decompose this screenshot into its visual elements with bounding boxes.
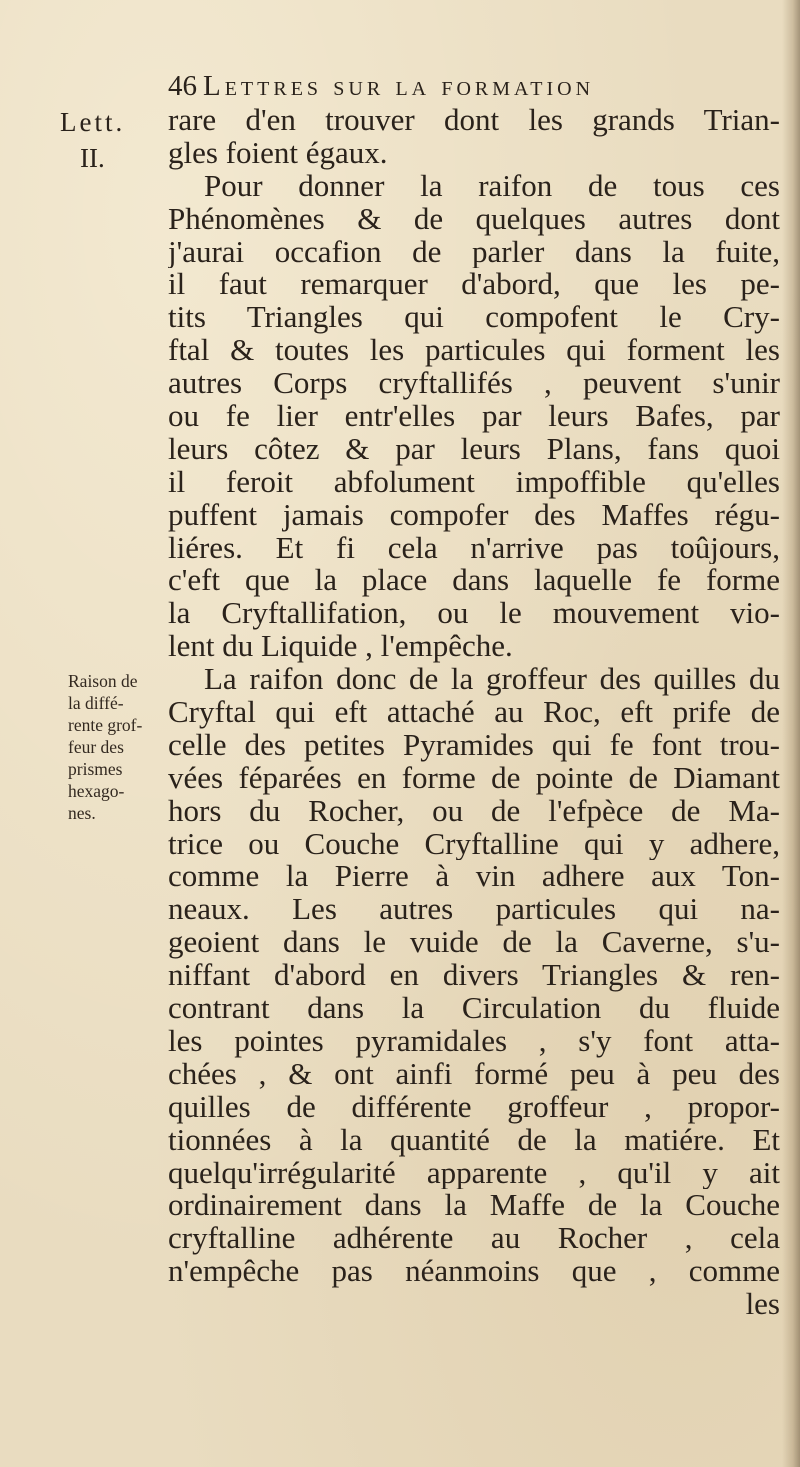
margin-note-line: Raison de xyxy=(68,671,138,691)
text-line: la Cryftallifation, ou le mouvement vio- xyxy=(168,597,780,631)
text-line: les pointes pyramidales , s'y font atta- xyxy=(168,1024,780,1058)
text-line: Pour donner la raifon de tous ces xyxy=(204,169,780,203)
text-line: tionnées à la quantité de la matiére. Et xyxy=(168,1123,780,1157)
text-line: quelqu'irrégularité apparente , qu'il y ait xyxy=(168,1156,780,1190)
letter-label: Lett. xyxy=(60,107,126,137)
margin-note xyxy=(68,670,172,824)
running-title: Lettres sur la formation xyxy=(203,70,595,102)
margin-note-line: la diffé- xyxy=(68,693,124,713)
text-line: vées féparées en forme de pointe de Diamant xyxy=(168,761,780,795)
text-line: Phénomènes & de quelques autres dont xyxy=(168,202,780,236)
text-line: contrant dans la Circulation du fluide xyxy=(168,992,780,1025)
text-line: gles foient égaux. xyxy=(168,136,388,170)
page-spine-shadow xyxy=(782,0,800,1467)
text-line: chées , & ont ainfi formé peu à peu des xyxy=(168,1057,780,1091)
margin-note-line: nes. xyxy=(68,803,96,823)
page-number: 46 xyxy=(168,70,197,102)
catchword: les xyxy=(745,1288,780,1321)
text-line: hors du Rocher, ou de l'efpèce de Ma- xyxy=(168,794,780,828)
margin-note-line: hexago- xyxy=(68,781,125,801)
text-line: lent du Liquide , l'empêche. xyxy=(168,630,513,664)
text-line: autres Corps cryftallifés , peuvent s'unir xyxy=(168,367,780,401)
text-line: liéres. Et fi cela n'arrive pas toûjours, xyxy=(168,531,780,565)
text-line: ftal & toutes les particules qui forment les xyxy=(168,334,780,368)
text-line: n'empêche pas néanmoins que , comme xyxy=(168,1255,780,1289)
text-line: il faut remarquer d'abord, que les pe- xyxy=(168,268,780,302)
letter-marker xyxy=(60,104,168,176)
text-line: ou fe lier entr'elles par leurs Bafes, par xyxy=(168,400,780,433)
text-line: comme la Pierre à vin adhere aux Ton- xyxy=(168,860,780,894)
running-head xyxy=(168,64,768,108)
text-line: rare d'en trouver dont les grands Trian- xyxy=(168,104,780,137)
margin-note-line: feur des xyxy=(68,737,124,757)
text-line: leurs côtez & par leurs Plans, fans quoi xyxy=(168,432,780,466)
text-line: il feroit abfolument impoffible qu'elles xyxy=(168,465,780,499)
text-line: celle des petites Pyramides qui fe font trou- xyxy=(168,728,780,762)
margin-note-line: rente grof- xyxy=(68,715,143,735)
text-line: neaux. Les autres particules qui na- xyxy=(168,893,780,927)
text-line: Cryftal qui eft attaché au Roc, eft prife de xyxy=(168,696,780,729)
text-line: La raifon donc de la groffeur des quilles du xyxy=(204,663,780,697)
letter-number: II. xyxy=(80,143,105,173)
text-line: tits Triangles qui compofent le Cry- xyxy=(168,301,780,335)
text-line: c'eft que la place dans laquelle fe forme xyxy=(168,564,780,598)
text-line: geoient dans le vuide de la Caverne, s'u- xyxy=(168,926,780,960)
margin-note-line: prismes xyxy=(68,759,123,779)
text-line: ordinairement dans la Maffe de la Couche xyxy=(168,1189,780,1223)
text-line: j'aurai occafion de parler dans la fuite, xyxy=(168,235,780,269)
text-line: niffant d'abord en divers Triangles & ren- xyxy=(168,959,780,993)
text-line: trice ou Couche Cryftalline qui y adhere, xyxy=(168,827,780,861)
text-line: cryftalline adhérente au Rocher , cela xyxy=(168,1222,780,1256)
body-text xyxy=(168,104,780,1321)
text-line: quilles de différente groffeur , propor- xyxy=(168,1090,780,1124)
text-line: puffent jamais compofer des Maffes régu- xyxy=(168,498,780,532)
